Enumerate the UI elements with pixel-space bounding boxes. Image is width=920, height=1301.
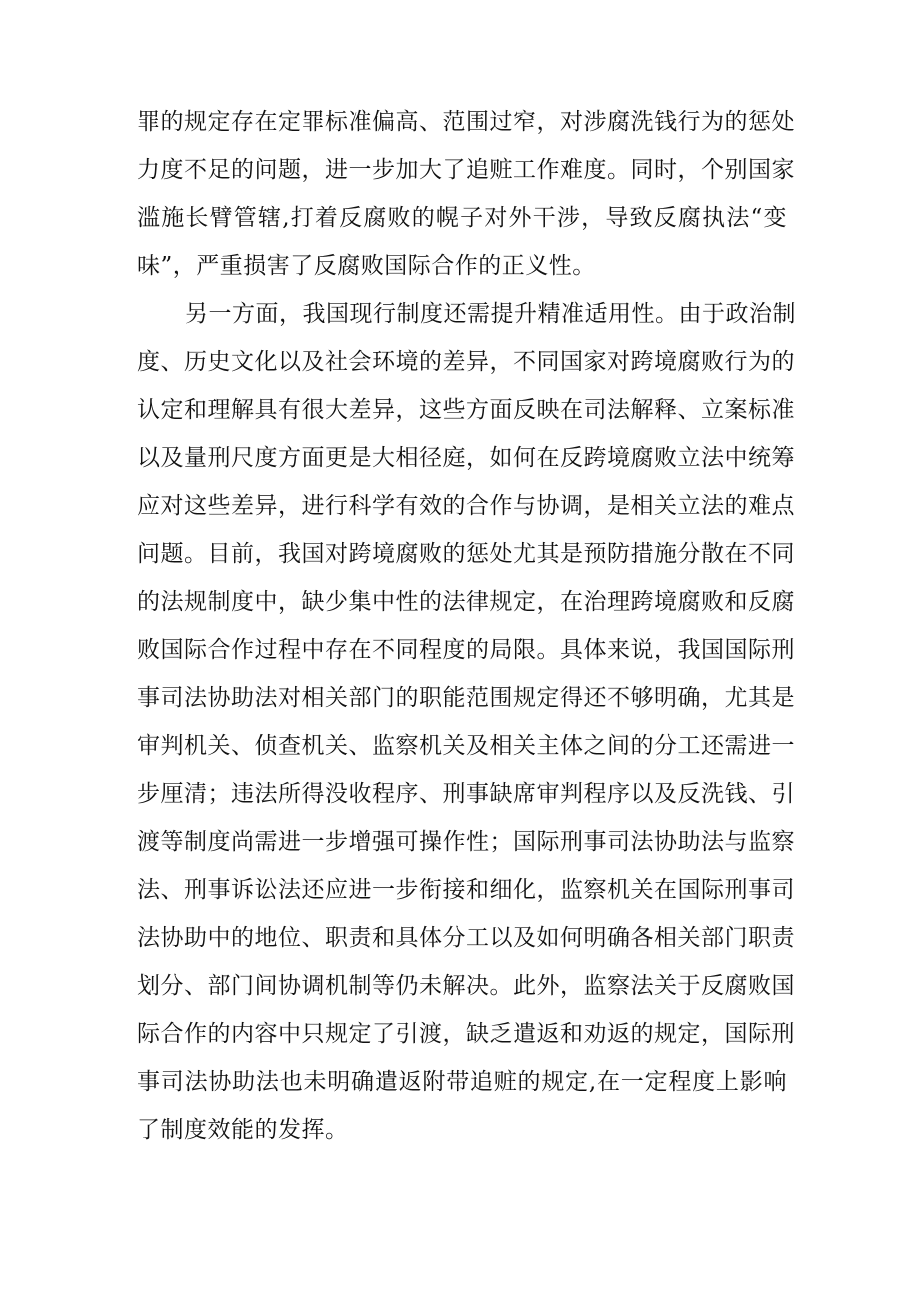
paragraph-2-line-14: 法协助中的地位、职责和具体分工以及如何明确各相关部门职责 [137,925,795,951]
paragraph-1-line-4: 味”，严重损害了反腐败国际合作的正义性。 [137,253,596,279]
paragraph-2-line-6: 问题。目前，我国对跨境腐败的惩处尤其是预防措施分散在不同 [137,541,795,567]
paragraph-1-line-1: 罪的规定存在定罪标准偏高、范围过窄，对涉腐洗钱行为的惩处 [137,109,795,135]
paragraph-1-line-2: 力度不足的问题，进一步加大了追赃工作难度。同时，个别国家 [137,157,795,183]
paragraph-2-line-15: 划分、部门间协调机制等仍未解决。此外，监察法关于反腐败国 [137,973,795,999]
paragraph-2-line-12: 渡等制度尚需进一步增强可操作性；国际刑事司法协助法与监察 [137,829,795,855]
paragraph-2-line-16: 际合作的内容中只规定了引渡，缺乏遣返和劝返的规定，国际刑 [137,1021,795,1047]
paragraph-2-line-10: 审判机关、侦查机关、监察机关及相关主体之间的分工还需进一 [137,733,795,759]
paragraph-2-line-18: 了制度效能的发挥。 [137,1117,349,1143]
document-body [137,98,796,1154]
paragraph-2-line-13: 法、刑事诉讼法还应进一步衔接和细化，监察机关在国际刑事司 [137,877,795,903]
paragraph-2-line-3: 认定和理解具有很大差异，这些方面反映在司法解释、立案标准 [137,397,795,423]
paragraph-2-line-1: 另一方面，我国现行制度还需提升精准适用性。由于政治制 [185,301,796,327]
paragraph-2-line-8: 败国际合作过程中存在不同程度的局限。具体来说，我国国际刑 [137,637,795,663]
paragraph-2-line-9: 事司法协助法对相关部门的职能范围规定得还不够明确，尤其是 [137,685,795,711]
paragraph-2-line-5: 应对这些差异，进行科学有效的合作与协调，是相关立法的难点 [137,493,795,519]
paragraph-2-line-4: 以及量刑尺度方面更是大相径庭，如何在反跨境腐败立法中统筹 [137,445,795,471]
paragraph-1-line-3: 滥施长臂管辖,打着反腐败的幌子对外干涉，导致反腐执法“变 [137,205,787,231]
paragraph-2-line-11: 步厘清；违法所得没收程序、刑事缺席审判程序以及反洗钱、引 [137,781,795,807]
paragraph-2-line-17: 事司法协助法也未明确遣返附带追赃的规定,在一定程度上影响 [137,1069,787,1095]
paragraph-2-line-7: 的法规制度中，缺少集中性的法律规定，在治理跨境腐败和反腐 [137,589,795,615]
paragraph-2-line-2: 度、历史文化以及社会环境的差异，不同国家对跨境腐败行为的 [137,349,795,375]
